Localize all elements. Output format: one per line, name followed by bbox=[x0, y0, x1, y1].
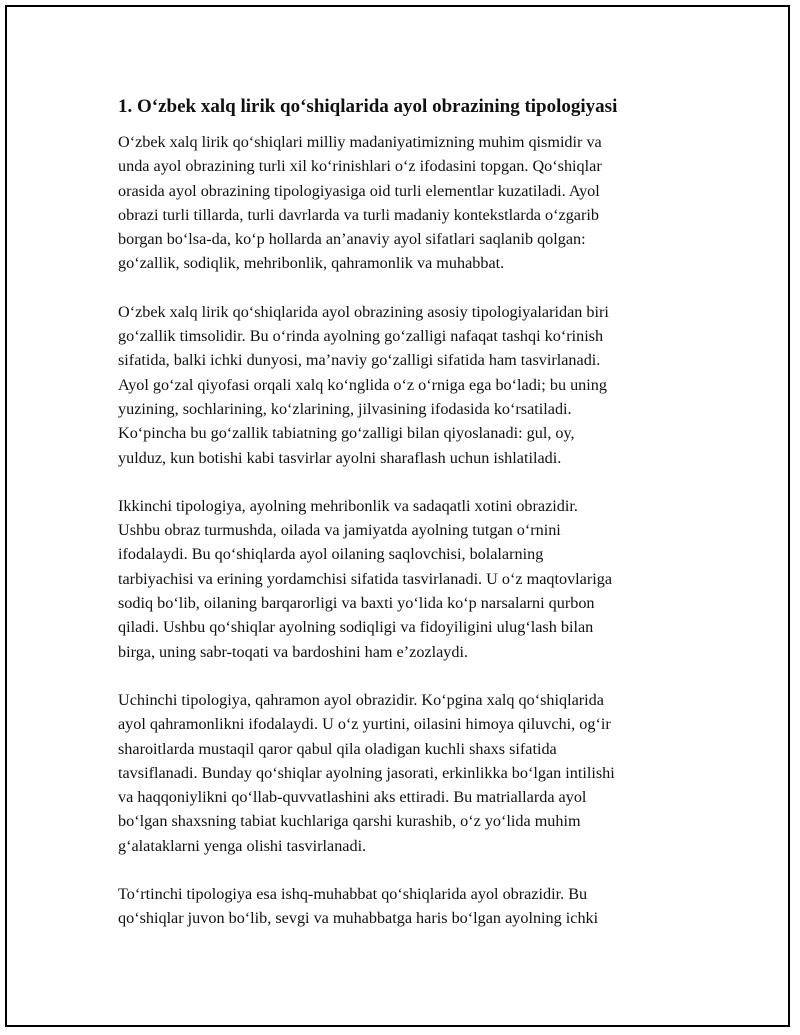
paragraph-2 bbox=[118, 300, 678, 470]
text-line: ayol qahramonlikni ifodalaydi. U o‘z yurtini, oilasini himoya qiluvchi, og‘ir bbox=[118, 715, 611, 734]
text-line: Uchinchi tipologiya, qahramon ayol obrazidir. Ko‘pgina xalq qo‘shiqlarida bbox=[118, 690, 604, 709]
text-line: tavsiflanadi. Bunday qo‘shiqlar ayolning jasorati, erkinlikka bo‘lgan intilishi bbox=[118, 763, 615, 782]
text-line: go‘zallik timsolidir. Bu o‘rinda ayolning go‘zalligi nafaqat tashqi ko‘rinish bbox=[118, 327, 604, 346]
text-line: go‘zallik, sodiqlik, mehribonlik, qahramonlik va muhabbat. bbox=[118, 254, 505, 273]
text-line: g‘alataklarni yenga olishi tasvirlanadi. bbox=[118, 836, 367, 855]
text-line: va haqqoniylikni qo‘llab-quvvatlashini aks ettiradi. Bu matriallarda ayol bbox=[118, 788, 587, 807]
text-line: O‘zbek xalq lirik qo‘shiqlarida ayol obrazining asosiy tipologiyalaridan biri bbox=[118, 302, 609, 321]
text-line: Ayol go‘zal qiyofasi orqali xalq ko‘nglida o‘z o‘rniga ega bo‘ladi; bu uning bbox=[118, 375, 607, 394]
document-body bbox=[118, 94, 678, 955]
paragraph-3 bbox=[118, 494, 678, 664]
text-line: Ushbu obraz turmushda, oilada va jamiyatda ayolning tutgan o‘rnini bbox=[118, 521, 561, 540]
text-line: Ikkinchi tipologiya, ayolning mehribonlik va sadaqatli xotini obrazidir. bbox=[118, 496, 578, 515]
text-line: sifatida, balki ichki dunyosi, ma’naviy go‘zalligi sifatida ham tasvirlanadi. bbox=[118, 351, 601, 370]
text-line: bo‘lgan shaxsning tabiat kuchlariga qarshi kurashib, o‘z yo‘lida muhim bbox=[118, 812, 581, 831]
text-line: borgan bo‘lsa-da, ko‘p hollarda an’anaviy ayol sifatlari saqlanib qolgan: bbox=[118, 230, 586, 249]
text-line: ifodalaydi. Bu qo‘shiqlarda ayol oilaning saqlovchisi, bolalarning bbox=[118, 545, 544, 564]
section-heading: 1. O‘zbek xalq lirik qo‘shiqlarida ayol obrazining tipologiyasi bbox=[118, 96, 618, 117]
paragraph-5 bbox=[118, 882, 678, 931]
text-line: yulduz, kun botishi kabi tasvirlar ayolni sharaflash uchun ishlatiladi. bbox=[118, 448, 562, 467]
paragraph-4 bbox=[118, 688, 678, 858]
paragraph-1 bbox=[118, 130, 678, 276]
text-line: qo‘shiqlar juvon bo‘lib, sevgi va muhabbatga haris bo‘lgan ayolning ichki bbox=[118, 909, 599, 928]
text-line: To‘rtinchi tipologiya esa ishq-muhabbat qo‘shiqlarida ayol obrazidir. Bu bbox=[118, 885, 588, 904]
text-line: Ko‘pincha bu go‘zallik tabiatning go‘zalligi bilan qiyoslanadi: gul, oy, bbox=[118, 424, 575, 443]
text-line: orasida ayol obrazining tipologiyasiga oid turli elementlar kuzatiladi. Ayol bbox=[118, 181, 600, 200]
text-line: unda ayol obrazining turli xil ko‘rinishlari o‘z ifodasini topgan. Qo‘shiqlar bbox=[118, 157, 602, 176]
text-line: sharoitlarda mustaqil qaror qabul qila oladigan kuchli shaxs sifatida bbox=[118, 739, 557, 758]
text-line: qiladi. Ushbu qo‘shiqlar ayolning sodiqligi va fidoyiligini ulug‘lash bilan bbox=[118, 618, 594, 637]
text-line: O‘zbek xalq lirik qo‘shiqlari milliy madaniyatimizning muhim qismidir va bbox=[118, 133, 602, 151]
text-line: sodiq bo‘lib, oilaning barqarorligi va baxti yo‘lida ko‘p narsalarni qurbon bbox=[118, 594, 595, 613]
text-line: birga, uning sabr-toqati va bardoshini ham e’zozlaydi. bbox=[118, 642, 469, 661]
text-line: yuzining, sochlarining, ko‘zlarining, jilvasining ifodasida ko‘rsatiladi. bbox=[118, 399, 572, 418]
text-line: obrazi turli tillarda, turli davrlarda va turli madaniy kontekstlarda o‘zgarib bbox=[118, 205, 599, 224]
text-line: tarbiyachisi va erining yordamchisi sifatida tasvirlanadi. U o‘z maqtovlariga bbox=[118, 569, 613, 588]
